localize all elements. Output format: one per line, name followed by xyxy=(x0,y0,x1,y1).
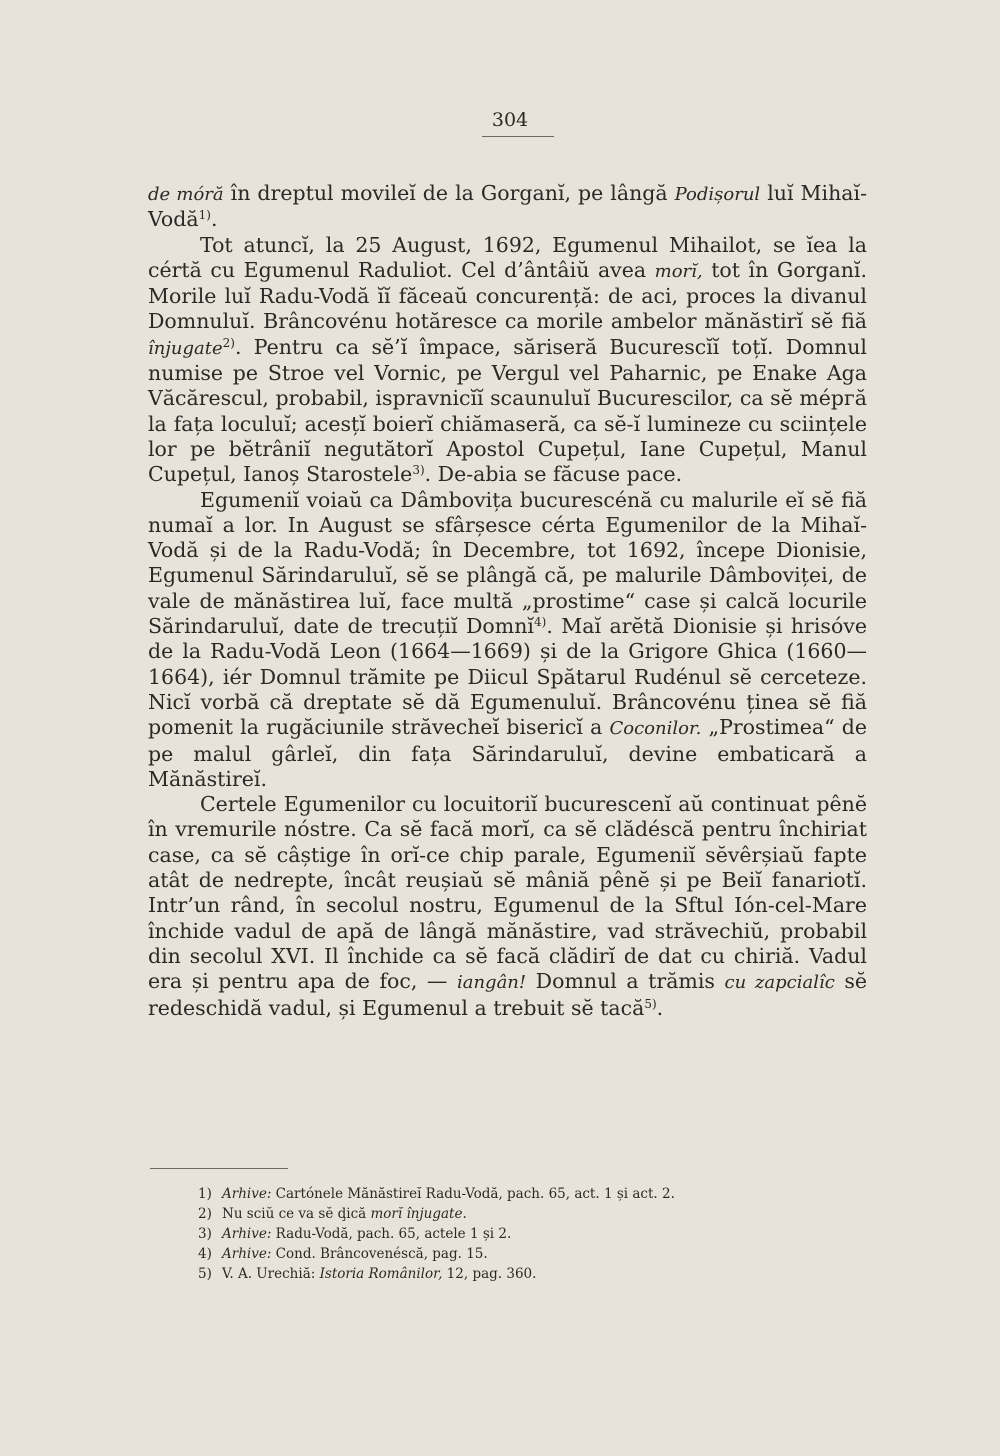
footnote-separator xyxy=(150,1168,288,1169)
text-run: 12, pag. 360. xyxy=(442,1266,537,1282)
footnote-number: 1) xyxy=(198,1186,212,1202)
italic-text: cu zapcialîc xyxy=(724,972,835,994)
text-run: Radu-Vodă, pach. 65, actele 1 și 2. xyxy=(271,1226,512,1242)
body-text xyxy=(148,181,867,1021)
text-run: Domnul a trămis xyxy=(526,969,725,994)
footnote-ref: 4) xyxy=(533,615,547,630)
text-run: . xyxy=(656,995,664,1020)
text-run: Egumeniĭ voiaŭ ca Dâmbovița bucurescénă cu malurile eĭ sĕ fiă numaĭ a lor. In August se sfârșesce cérta Egumenilor de la Mihaĭ-Vodă și de la Radu-Vodă; în Decembre, tot 1692, începe Dionisie, Egumenul Sărindaruluĭ, sĕ se plângă că, pe malurile Dâmboviței, de vale de mănăstirea luĭ, face multă „prostime“ case și calcă locurile Sărindaruluĭ, date de trecuțiĭ Domnĭ xyxy=(148,487,867,639)
paragraph xyxy=(148,488,867,793)
header-rule xyxy=(482,136,554,137)
italic-text: Istoria Românilor, xyxy=(319,1266,443,1282)
text-run: luĭ Mihaĭ-Vodă xyxy=(148,181,867,232)
footnote-number: 3) xyxy=(198,1226,212,1242)
text-run: Nu sciŭ ce va sĕ ḑică xyxy=(222,1206,371,1222)
text-run: . xyxy=(210,207,218,232)
italic-text: morĭ, xyxy=(654,260,703,282)
text-run: Cartónele Mănăstireĭ Radu-Vodă, pach. 65, act. 1 și act. 2. xyxy=(271,1186,675,1202)
italic-text: înjugate xyxy=(148,337,223,359)
text-run: V. A. Urechiă: xyxy=(222,1266,320,1282)
text-run: . Pentru ca sĕ’ĭ împace, săriseră Bucurescĭĭ toțĭ. Domnul numise pe Stroe vel Vornic, pe Vergul vel Paharnic, pe Enake Aga Văcărescul, probabil, ispravnicĭĭ scaunuluĭ Bucurescilor, ca sĕ méргă la fața loculuĭ; acesțĭ boierĭ chiămaseră, ca sĕ-ĭ lumineze cu sciințele lor pe bĕtrâniĭ negutătorĭ Apostol Cupețul, Iane Cupețul, Manul Cupețul, Ianoș Starostele xyxy=(148,334,867,487)
italic-text: de móră xyxy=(148,184,224,205)
italic-text: Podișorul xyxy=(674,184,761,205)
italic-text: morĭ înjugate. xyxy=(370,1206,467,1222)
text-run: Cond. Brâncovenéscă, pag. 15. xyxy=(271,1246,488,1262)
footnote xyxy=(198,1264,818,1284)
footnote-number: 4) xyxy=(198,1246,212,1262)
footnote xyxy=(198,1224,818,1244)
text-run: . Maĭ arĕtă Dionisie și hrisóve de la Radu-Vodă Leon (1664—1669) și de la Grigore Ghica (1660—1664), iér Domnul trămite pe Diicul Spătarul Rudénul sĕ cerceteze. Nicĭ vorbă că dreptate sĕ dă Egumenuluĭ. Brâncovénu ținea sĕ fiă pomenit la rugăciunile străvecheĭ bisericĭ a xyxy=(148,614,867,740)
paragraph xyxy=(148,792,867,1021)
text-run: . De-abia se făcuse pace. xyxy=(424,462,683,487)
footnote-ref: 5) xyxy=(644,996,657,1011)
text-run: Tot atuncĭ, la 25 August, 1692, Egumenul Mihailot, se ĭea la cértă cu Egumenul Raduliot. Cel d’ântâiŭ avea xyxy=(148,232,867,282)
italic-text: Arhive: xyxy=(222,1246,272,1262)
text-run: Certele Egumenilor cu locuitoriĭ bucurescenĭ aŭ continuat pênĕ în vremurile nóstre. Ca sĕ facă morĭ, ca sĕ clădéscă pentru închiriat case, ca sĕ câștige în orĭ-ce chip parale, Egumeniĭ sĕvêrșiaŭ fapte atât de nedrepte, încât reușiaŭ sĕ mâniă pênĕ și pe Beiĭ fanariotĭ. Intr’un rând, în secolul nostru, Egumenul de la Sftul Ión-cel-Mare închide vadul de apă de lângă mănăstire, vad străvechiŭ, probabil din secolul XVI. Il închide ca sĕ facă clădirĭ de dat cu chiriă. Vadul era și pentru apa de foc, — xyxy=(148,792,867,994)
footnote-ref: 1) xyxy=(198,208,211,223)
footnote xyxy=(198,1244,818,1264)
footnote xyxy=(198,1184,818,1204)
paragraph xyxy=(148,233,867,488)
text-run: sĕ redeschidă vadul, și Egumenul a trebuit sĕ tacă xyxy=(148,969,868,1020)
footnote-ref: 3) xyxy=(412,463,425,478)
footnote-number: 5) xyxy=(198,1266,212,1282)
paragraph xyxy=(148,181,867,233)
italic-text: Arhive: xyxy=(222,1226,272,1242)
text-run: în dreptul movileĭ de la Gorganĭ, pe lângă xyxy=(223,181,675,205)
footnotes xyxy=(198,1184,818,1284)
italic-text: Coconilor. xyxy=(609,718,702,740)
italic-text: Arhive: xyxy=(222,1186,272,1202)
italic-text: iangân! xyxy=(456,972,527,994)
footnote xyxy=(198,1204,818,1224)
footnote-ref: 2) xyxy=(222,335,235,350)
page-number: 304 xyxy=(491,109,529,131)
text-run: tot în Gorganĭ. Morile luĭ Radu-Vodă ĭĭ făceaŭ concurență: de aci, proces la divanul Domnuluĭ. Brâncovénu hotăresce ca morile ambelor mănăstirĭ sĕ fiă xyxy=(148,257,867,334)
footnote-number: 2) xyxy=(198,1206,212,1222)
text-run: „Prostimea“ de pe malul gârleĭ, din fața Sărindaruluĭ, devine embaticară a Mănăstireĭ. xyxy=(148,715,867,791)
